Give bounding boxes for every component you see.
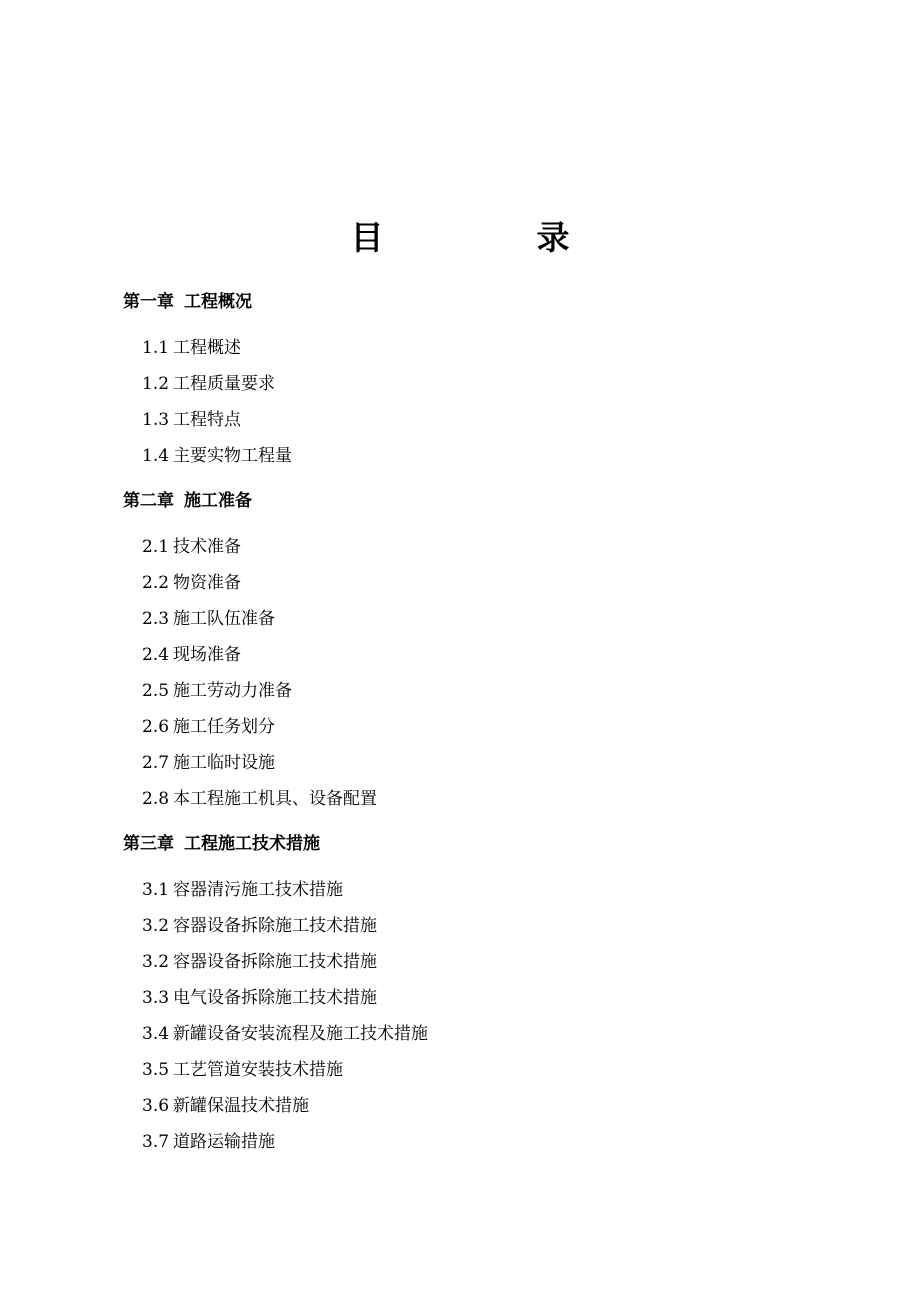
- section-title: 主要实物工程量: [173, 446, 293, 466]
- section-number: 1.2: [142, 374, 170, 394]
- section-title: 技术准备: [173, 537, 242, 557]
- section-title: 工程特点: [173, 410, 242, 430]
- section-number: 2.3: [142, 609, 170, 629]
- section-title: 道路运输措施: [173, 1132, 276, 1152]
- toc-section-item[interactable]: [142, 980, 920, 1016]
- chapter-title: 施工准备: [184, 491, 252, 511]
- toc-section-item[interactable]: [142, 1016, 920, 1052]
- section-number: 2.1: [142, 537, 170, 557]
- section-title: 本工程施工机具、设备配置: [173, 789, 378, 809]
- toc-chapter-3: [0, 826, 920, 1160]
- section-number: 2.6: [142, 717, 170, 737]
- section-title: 工程概述: [173, 338, 242, 358]
- chapter-heading[interactable]: [123, 826, 920, 862]
- section-number: 3.1: [142, 880, 170, 900]
- chapter-number: 第一章: [123, 292, 174, 312]
- section-number: 1.1: [142, 338, 170, 358]
- section-title: 施工队伍准备: [173, 609, 276, 629]
- toc-section-item[interactable]: [142, 330, 920, 366]
- chapter-title: 工程施工技术措施: [184, 834, 320, 854]
- section-title: 施工临时设施: [173, 753, 276, 773]
- toc-chapter-2: [0, 483, 920, 817]
- toc-section-item[interactable]: [142, 908, 920, 944]
- section-number: 2.8: [142, 789, 170, 809]
- chapter-number: 第二章: [123, 491, 174, 511]
- page-title: 目 录: [350, 218, 630, 258]
- chapter-heading[interactable]: [123, 284, 920, 320]
- toc-section-item[interactable]: [142, 673, 920, 709]
- section-title: 现场准备: [173, 645, 242, 665]
- section-title: 施工任务划分: [173, 717, 276, 737]
- section-title: 物资准备: [173, 573, 242, 593]
- chapter-title: 工程概况: [184, 292, 252, 312]
- section-title: 容器设备拆除施工技术措施: [173, 916, 378, 936]
- section-list: [0, 872, 920, 1160]
- section-number: 3.2: [142, 952, 170, 972]
- section-title: 施工劳动力准备: [173, 681, 293, 701]
- section-title: 电气设备拆除施工技术措施: [173, 988, 378, 1008]
- section-title: 工艺管道安装技术措施: [173, 1060, 344, 1080]
- section-number: 3.3: [142, 988, 170, 1008]
- section-number: 2.5: [142, 681, 170, 701]
- toc-section-item[interactable]: [142, 1088, 920, 1124]
- chapter-number: 第三章: [123, 834, 174, 854]
- toc-section-item[interactable]: [142, 944, 920, 980]
- toc-section-item[interactable]: [142, 872, 920, 908]
- section-number: 3.7: [142, 1132, 170, 1152]
- section-list: [0, 330, 920, 474]
- toc-section-item[interactable]: [142, 438, 920, 474]
- section-number: 2.7: [142, 753, 170, 773]
- toc-section-item[interactable]: [142, 781, 920, 817]
- section-list: [0, 529, 920, 817]
- toc-section-item[interactable]: [142, 637, 920, 673]
- section-number: 1.3: [142, 410, 170, 430]
- section-number: 2.2: [142, 573, 170, 593]
- section-number: 3.6: [142, 1096, 170, 1116]
- section-title: 容器设备拆除施工技术措施: [173, 952, 378, 972]
- section-number: 3.4: [142, 1024, 170, 1044]
- chapter-heading[interactable]: [123, 483, 920, 519]
- toc-section-item[interactable]: [142, 1052, 920, 1088]
- section-number: 1.4: [142, 446, 170, 466]
- section-title: 新罐保温技术措施: [173, 1096, 310, 1116]
- toc-section-item[interactable]: [142, 366, 920, 402]
- section-title: 新罐设备安装流程及施工技术措施: [173, 1024, 429, 1044]
- section-number: 2.4: [142, 645, 170, 665]
- table-of-contents: [0, 284, 920, 1169]
- section-title: 容器清污施工技术措施: [173, 880, 344, 900]
- toc-chapter-1: [0, 284, 920, 474]
- toc-section-item[interactable]: [142, 745, 920, 781]
- toc-section-item[interactable]: [142, 1124, 920, 1160]
- section-title: 工程质量要求: [173, 374, 276, 394]
- section-number: 3.5: [142, 1060, 170, 1080]
- toc-section-item[interactable]: [142, 402, 920, 438]
- toc-section-item[interactable]: [142, 709, 920, 745]
- toc-section-item[interactable]: [142, 565, 920, 601]
- toc-section-item[interactable]: [142, 529, 920, 565]
- section-number: 3.2: [142, 916, 170, 936]
- toc-section-item[interactable]: [142, 601, 920, 637]
